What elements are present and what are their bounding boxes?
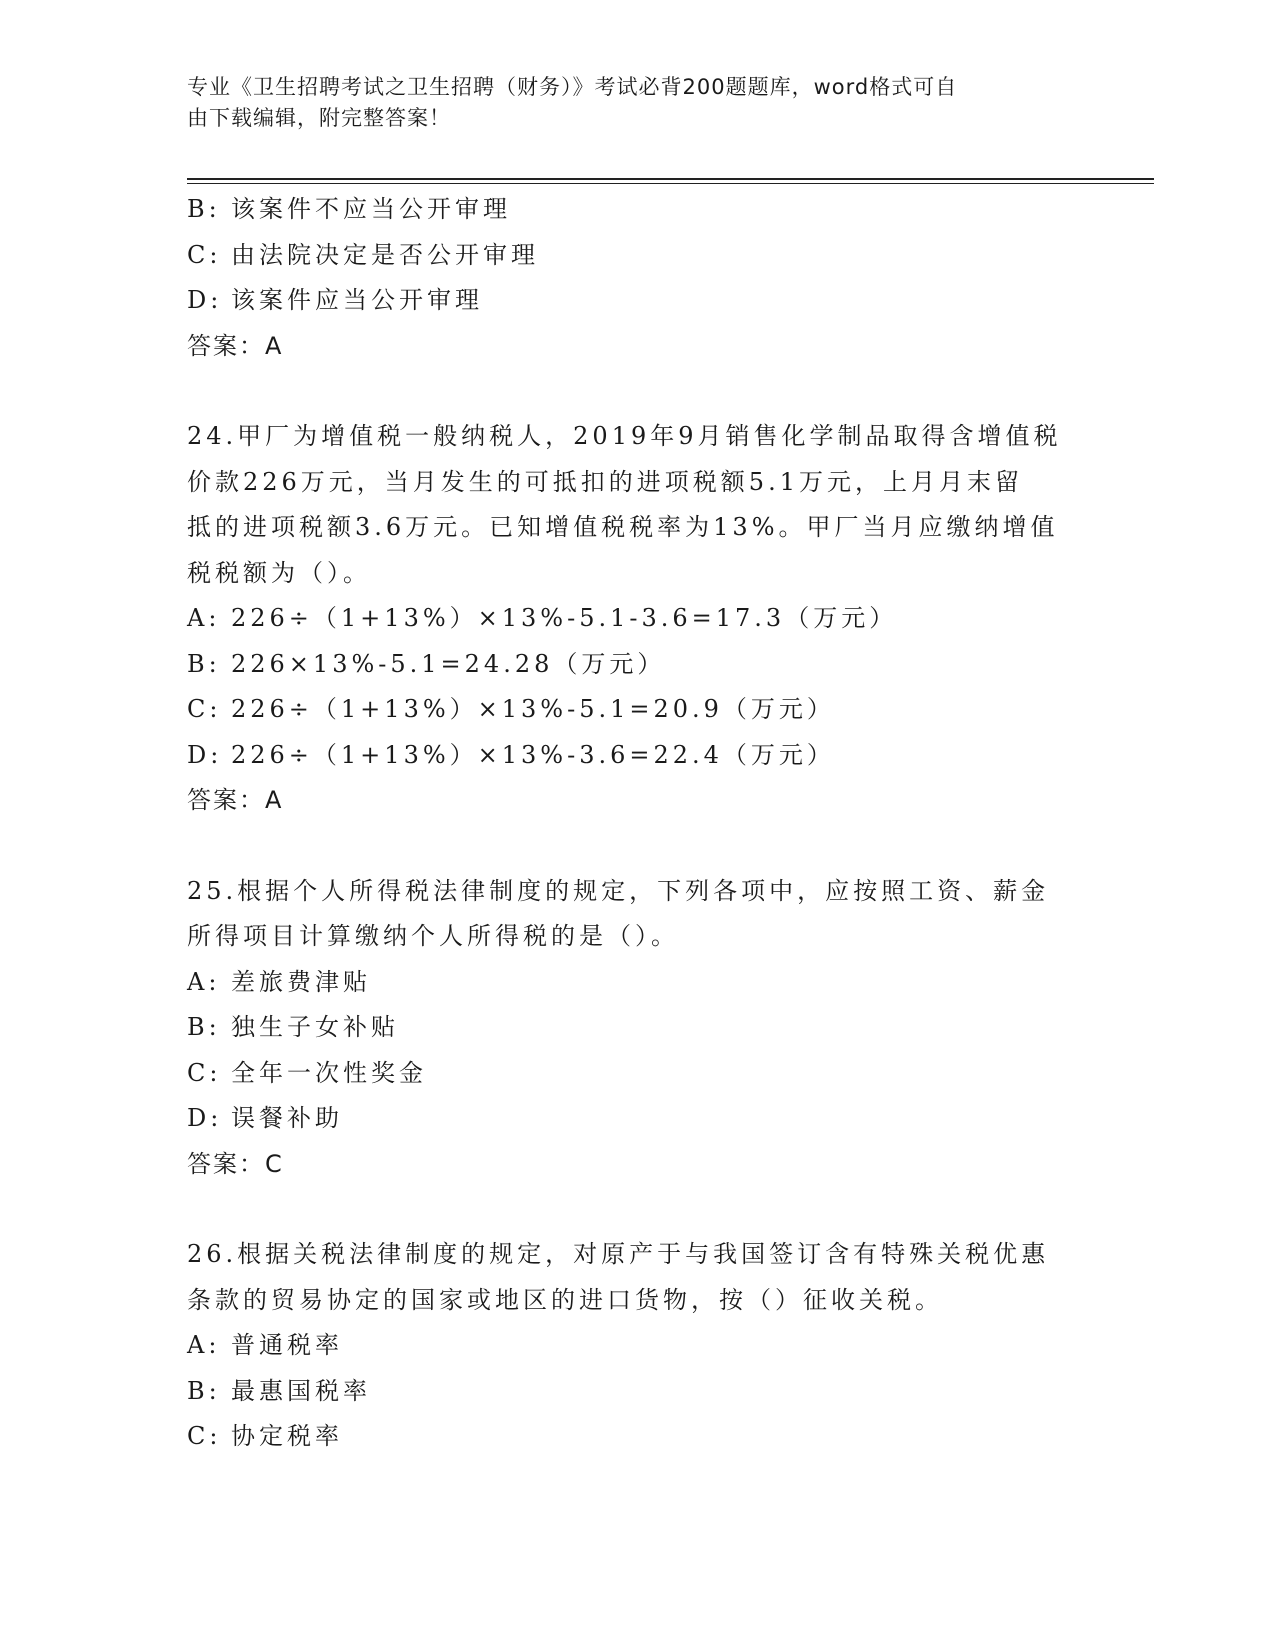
- question-23-block: [187, 187, 1087, 369]
- option-c: C: 协定税率: [187, 1422, 343, 1450]
- answer-23: 答案：A: [187, 331, 284, 360]
- question-24-line-2: 价款226万元，当月发生的可抵扣的进项税额5.1万元，上月月末留: [187, 467, 1023, 496]
- answer-24: 答案：A: [187, 786, 284, 814]
- option-b: B: 该案件不应当公开审理: [187, 195, 511, 223]
- header-divider-thick: [187, 178, 1154, 180]
- question-24-line-4: 税税额为（）。: [187, 558, 371, 587]
- question-26-line-1: 26.根据关税法律制度的规定，对原产于与我国签订含有特殊关税优惠: [187, 1240, 1050, 1268]
- option-a: A: 差旅费津贴: [187, 967, 371, 996]
- question-content: [187, 187, 1087, 1460]
- question-24-line-1: 24.甲厂为增值税一般纳税人，2019年9月销售化学制品取得含增值税: [187, 422, 1062, 450]
- option-c: C: 全年一次性奖金: [187, 1058, 427, 1087]
- option-d: D: 误餐补助: [187, 1104, 343, 1132]
- option-b: B: 226×13%-5.1=24.28（万元）: [187, 649, 666, 678]
- answer-25: 答案：C: [187, 1149, 284, 1178]
- question-26-line-2: 条款的贸易协定的国家或地区的进口货物，按（）征收关税。: [187, 1285, 943, 1314]
- question-24-block: [187, 414, 1087, 824]
- option-c: C: 226÷（1+13%）×13%-5.1=20.9（万元）: [187, 695, 835, 723]
- question-25-line-2: 所得项目计算缴纳个人所得税的是（）。: [187, 922, 679, 950]
- question-26-block: [187, 1232, 1087, 1460]
- option-d: D: 该案件应当公开审理: [187, 286, 483, 314]
- page-header: [187, 72, 1087, 134]
- question-25-block: [187, 869, 1087, 1188]
- header-line-2: 由下载编辑，附完整答案！: [187, 106, 451, 130]
- option-d: D: 226÷（1+13%）×13%-3.6=22.4（万元）: [187, 740, 835, 769]
- question-24-line-3: 抵的进项税额3.6万元。已知增值税税率为13%。甲厂当月应缴纳增值: [187, 513, 1059, 541]
- question-25-line-1: 25.根据个人所得税法律制度的规定，下列各项中，应按照工资、薪金: [187, 876, 1050, 905]
- option-a: A: 226÷（1+13%）×13%-5.1-3.6=17.3（万元）: [187, 604, 898, 632]
- option-b: B: 最惠国税率: [187, 1376, 371, 1405]
- option-a: A: 普通税率: [187, 1331, 343, 1359]
- option-b: B: 独生子女补贴: [187, 1013, 399, 1041]
- header-line-1: 专业《卫生招聘考试之卫生招聘（财务）》考试必背200题题库，word格式可自: [187, 75, 958, 99]
- header-divider-thin: [187, 183, 1154, 184]
- option-c: C: 由法院决定是否公开审理: [187, 240, 539, 269]
